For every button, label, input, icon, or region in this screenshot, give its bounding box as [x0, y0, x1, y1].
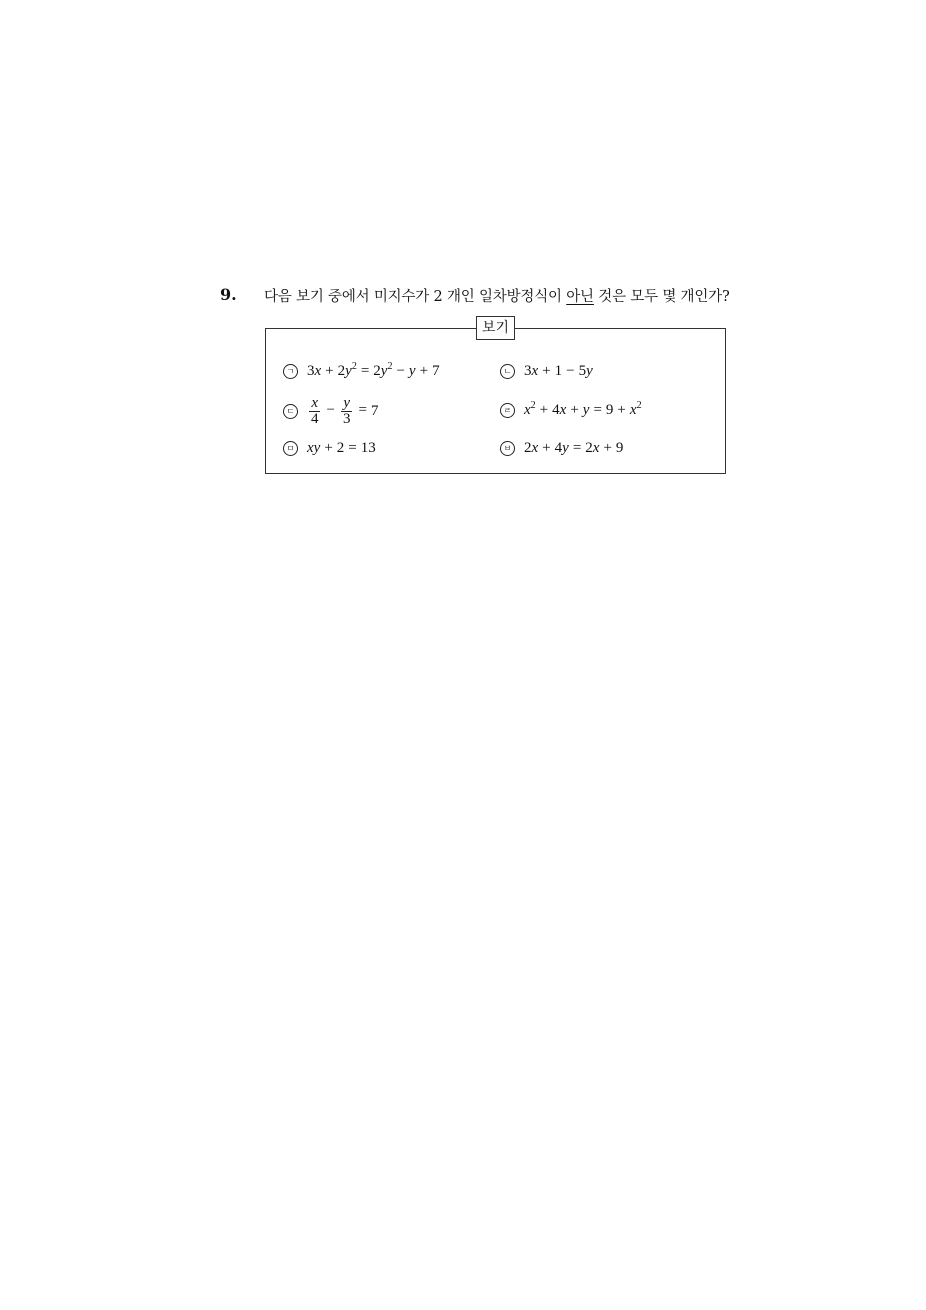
bogi-item-1	[283, 359, 440, 383]
bogi-item-5	[283, 436, 376, 460]
bogi-item-expression: xy + 2 = 13	[307, 439, 376, 456]
question-text-underlined: 아닌	[566, 289, 594, 305]
bogi-item-6	[500, 436, 623, 460]
bogi-item-marker: ㄴ	[500, 364, 515, 379]
bogi-item-marker: ㄹ	[500, 403, 515, 418]
bogi-item-3	[283, 393, 378, 429]
question-text-after: 것은 모두 몇 개인가?	[593, 289, 730, 305]
bogi-item-expression: 3x + 1 − 5y	[524, 362, 593, 379]
bogi-item-marker: ㄷ	[283, 404, 298, 419]
bogi-item-marker: ㄱ	[283, 364, 298, 379]
bogi-item-expression: $3x + 2y^2 = 2y^2 - y + 7$	[307, 360, 440, 379]
bogi-item-expression: $\frac{x}{4}$ − $\frac{y}{3}$ = 7	[311, 394, 379, 427]
question-number: 9.	[220, 285, 237, 304]
bogi-item-2	[500, 359, 593, 383]
bogi-item-marker: ㅁ	[283, 441, 298, 456]
bogi-item-expression: 2x + 4y = 2x + 9	[524, 439, 624, 456]
question-text	[264, 285, 730, 306]
bogi-item-marker: ㅂ	[500, 441, 515, 456]
fraction-x-over-4: $\frac{x}{4}$	[311, 394, 319, 427]
fraction-y-over-3: $\frac{y}{3}$	[342, 394, 351, 427]
bogi-item-4	[500, 398, 642, 422]
bogi-item-expression: $x^2 + 4x + y = 9 + x^2$	[524, 399, 642, 418]
bogi-label: 보기	[476, 316, 515, 340]
question-text-before: 다음 보기 중에서 미지수가 2 개인 일차방정식이	[264, 289, 567, 305]
